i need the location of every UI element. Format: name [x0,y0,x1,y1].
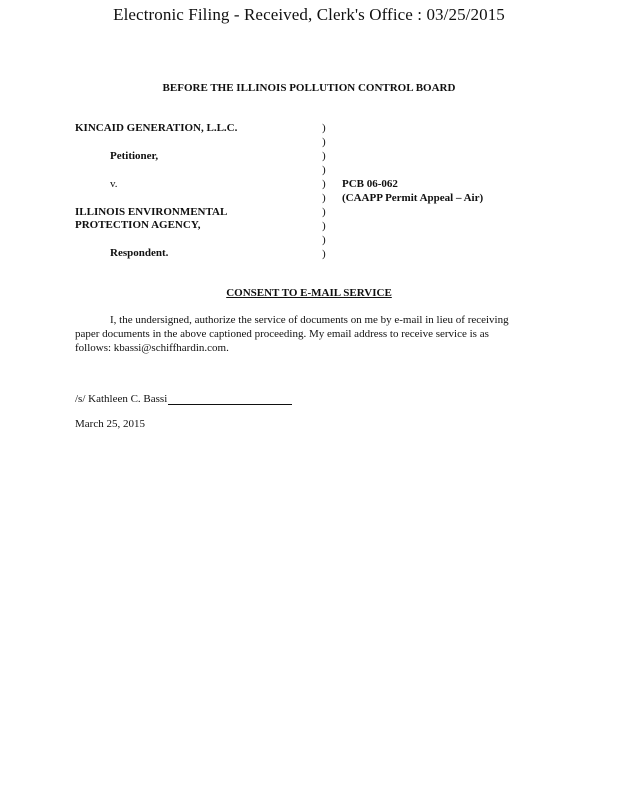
signature-date: March 25, 2015 [75,418,145,430]
signature-line [168,404,292,405]
caption-paren: ) [322,178,326,190]
respondent-name-line2: PROTECTION AGENCY, [75,219,201,231]
document-title: CONSENT TO E-MAIL SERVICE [226,287,392,299]
petitioner-role: Petitioner, [110,150,159,162]
case-number: PCB 06-062 [342,178,398,190]
consent-text: I, the undersigned, authorize the service of documents on me by e-mail in lieu of receiving paper documents in the above captioned proceeding. My email address to receive service is as follows: kbassi@schiffhardin.com. [75,314,509,354]
caption-paren: ) [322,122,326,134]
caption-paren: ) [322,206,326,218]
caption-paren: ) [322,234,326,246]
caption-paren: ) [322,248,326,260]
board-heading: BEFORE THE ILLINOIS POLLUTION CONTROL BOARD [162,82,456,94]
filing-stamp: Electronic Filing - Received, Clerk's Office : 03/25/2015 [113,5,505,24]
caption-paren: ) [322,150,326,162]
consent-paragraph [75,313,525,355]
caption-paren: ) [322,164,326,176]
respondent-role: Respondent. [110,247,169,259]
versus-label: v. [110,178,118,190]
petitioner-name: KINCAID GENERATION, L.L.C. [75,122,238,134]
caption-paren: ) [322,192,326,204]
respondent-name-line1: ILLINOIS ENVIRONMENTAL [75,206,228,218]
caption-paren: ) [322,220,326,232]
case-type: (CAAPP Permit Appeal – Air) [342,192,484,204]
signature: /s/ Kathleen C. Bassi [75,393,168,405]
caption-paren: ) [322,136,326,148]
